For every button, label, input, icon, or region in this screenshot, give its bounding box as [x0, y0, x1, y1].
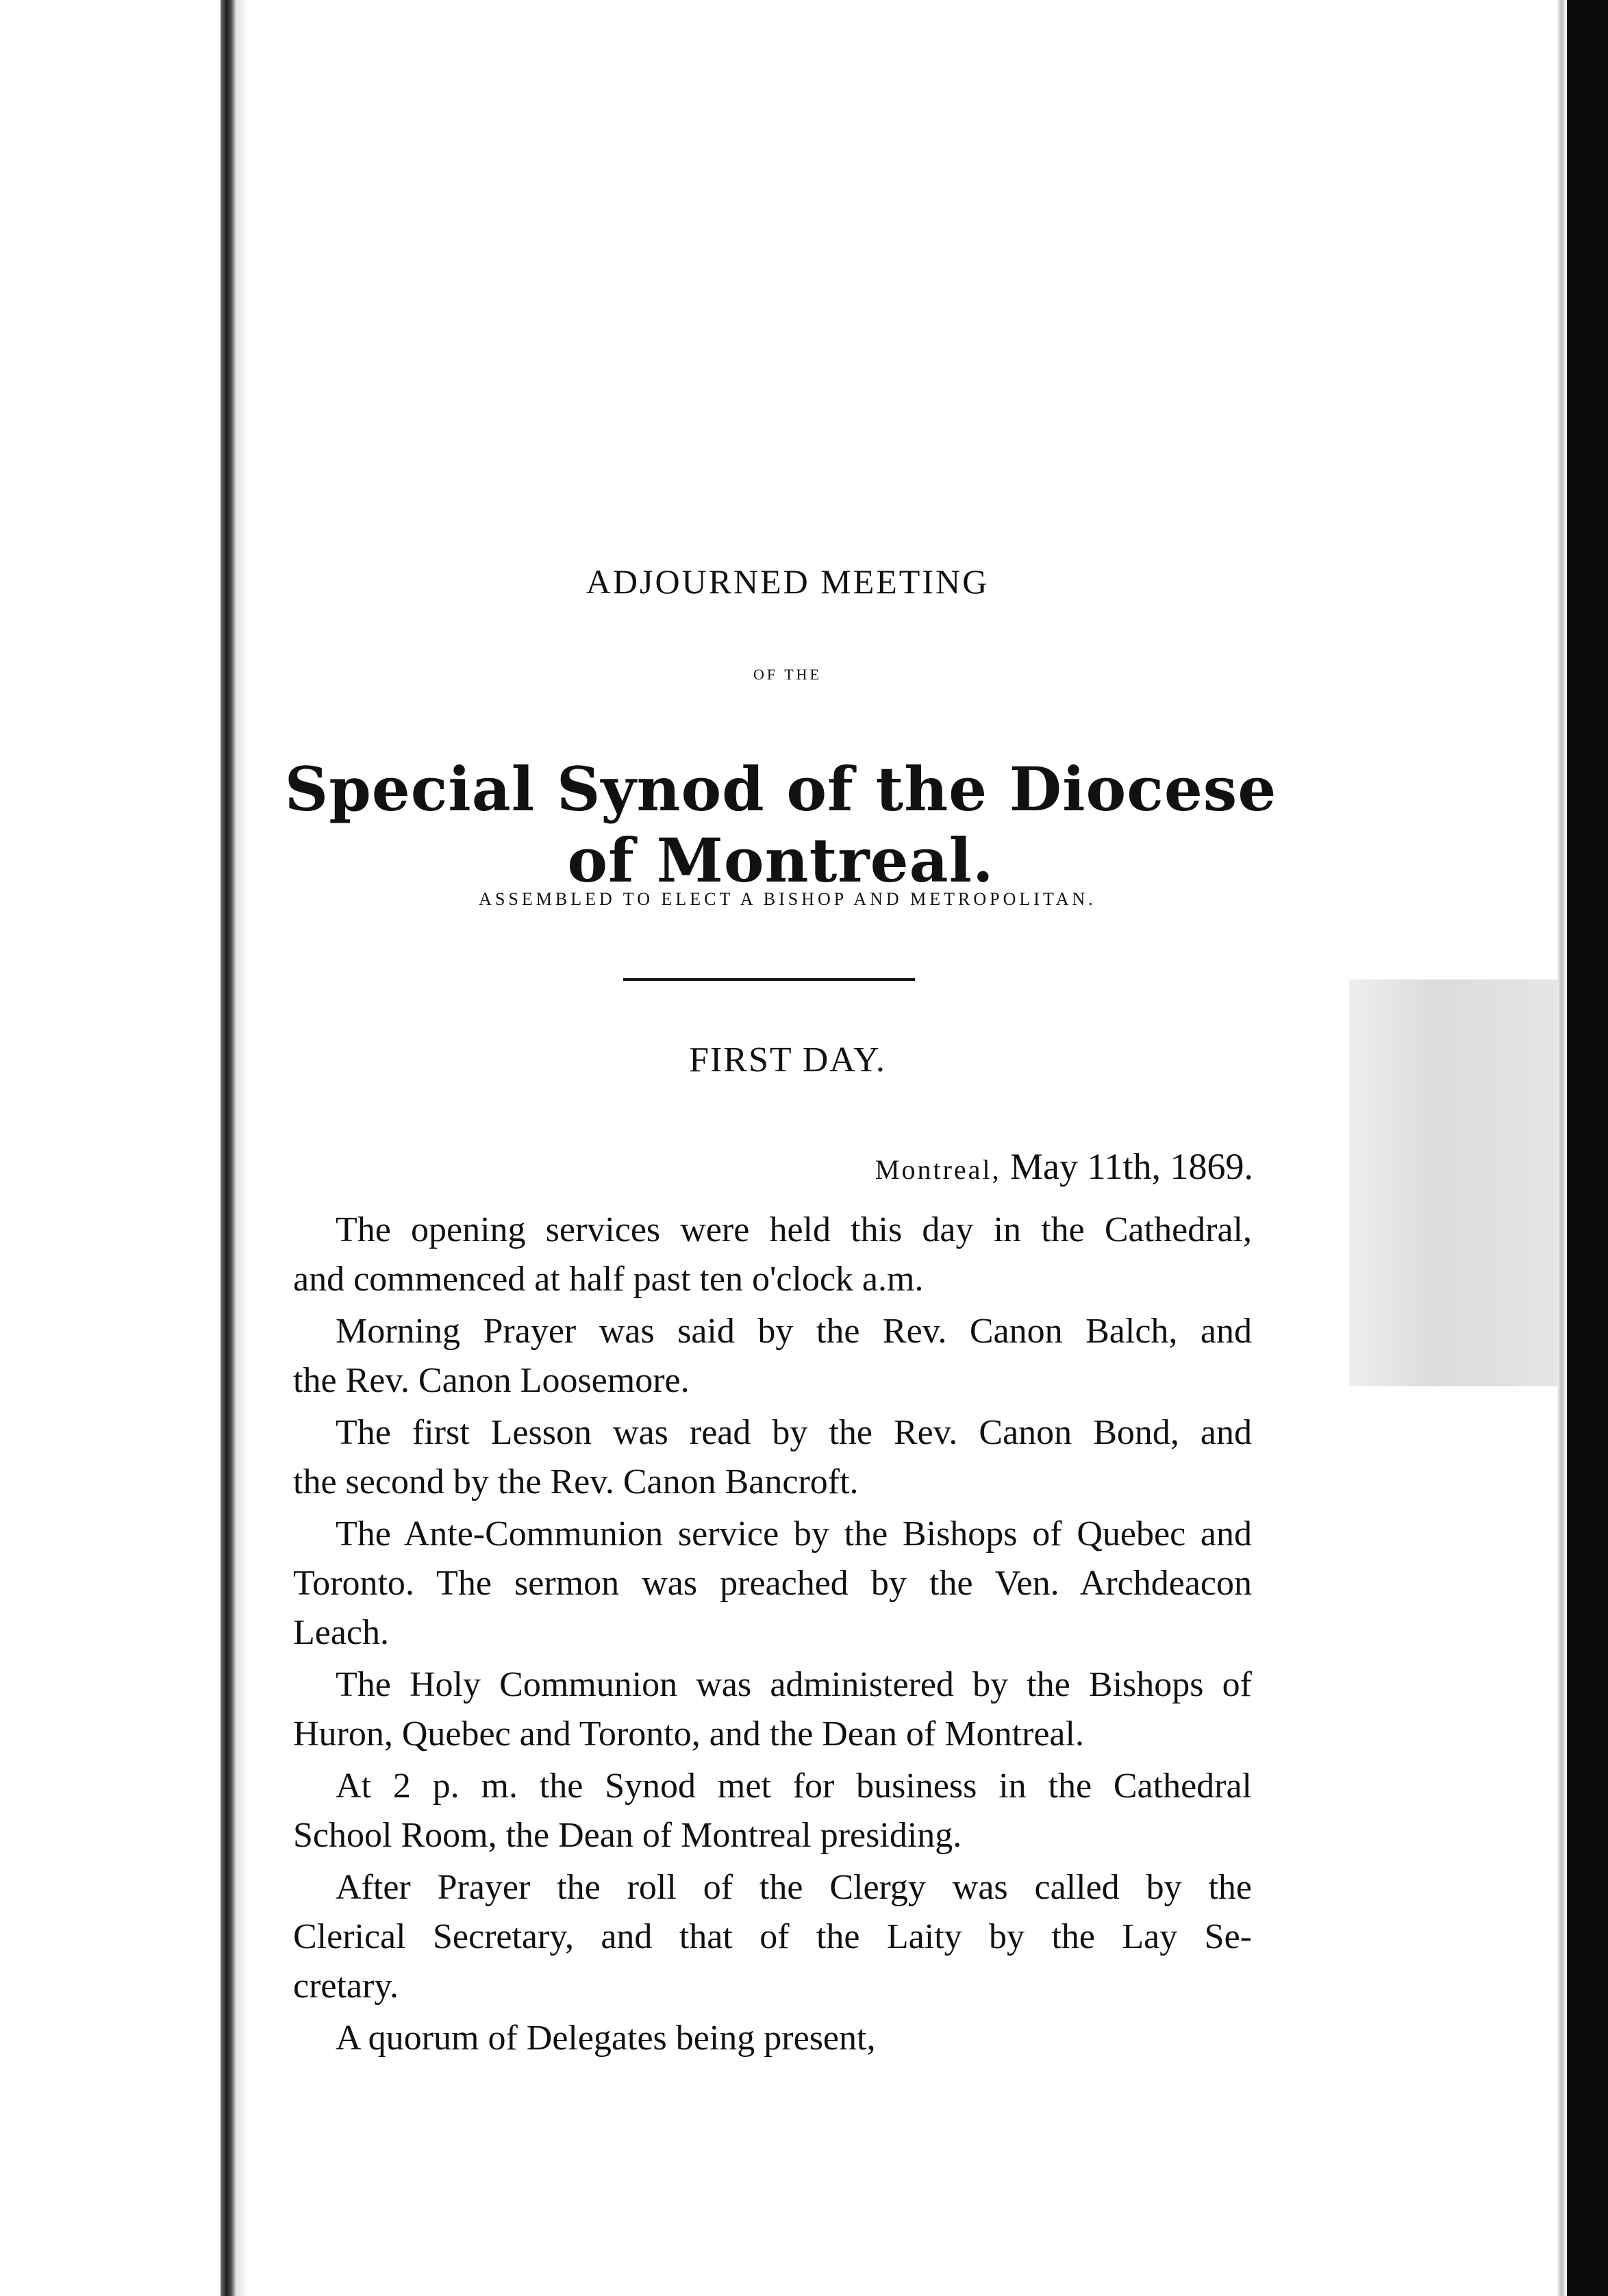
body-line: the Rev. Canon Loosemore.	[293, 1361, 690, 1400]
body-line: Leach.	[293, 1613, 390, 1652]
document-subtitle: ASSEMBLED TO ELECT A BISHOP AND METROPOLITAN.	[479, 889, 1096, 909]
body-line: The first Lesson was read by the Rev. Canon Bond, and	[336, 1413, 1252, 1452]
heading-of-the: OF THE	[753, 666, 822, 683]
body-line: Morning Prayer was said by the Rev. Canon Balch, and	[336, 1312, 1252, 1351]
body-line: Clerical Secretary, and that of the Laity by the Lay Se-	[293, 1917, 1252, 1956]
heading-adjourned-meeting: ADJOURNED MEETING	[586, 562, 990, 601]
body-line: the second by the Rev. Canon Bancroft.	[293, 1462, 859, 1501]
dateline	[746, 1145, 1253, 1188]
body-line: A quorum of Delegates being present,	[336, 2019, 876, 2058]
body-line: After Prayer the roll of the Clergy was called by the	[336, 1868, 1252, 1907]
body-line: cretary.	[293, 1967, 399, 2006]
body-line: School Room, the Dean of Montreal presiding.	[293, 1816, 962, 1855]
dateline-date: May 11th, 1869.	[1010, 1146, 1253, 1187]
day-heading: FIRST DAY.	[689, 1040, 886, 1080]
document-title: Special Synod of the Diocese of Montreal.	[284, 753, 1277, 896]
body-line: Huron, Quebec and Toronto, and the Dean of Montreal.	[293, 1714, 1084, 1754]
body-line: and commenced at half past ten o'clock a.m.	[293, 1260, 924, 1299]
body-line: The Ante-Communion service by the Bishops of Quebec and	[336, 1514, 1252, 1553]
body-line: At 2 p. m. the Synod met for business in the Cathedral	[336, 1767, 1252, 1806]
dateline-place: Montreal,	[875, 1154, 1001, 1185]
body-line: Toronto. The sermon was preached by the Ven. Archdeacon	[293, 1564, 1252, 1603]
divider-rule	[623, 978, 915, 981]
body-line: The Holy Communion was administered by the Bishops of	[336, 1665, 1252, 1704]
body-line: The opening services were held this day in the Cathedral,	[336, 1210, 1252, 1249]
